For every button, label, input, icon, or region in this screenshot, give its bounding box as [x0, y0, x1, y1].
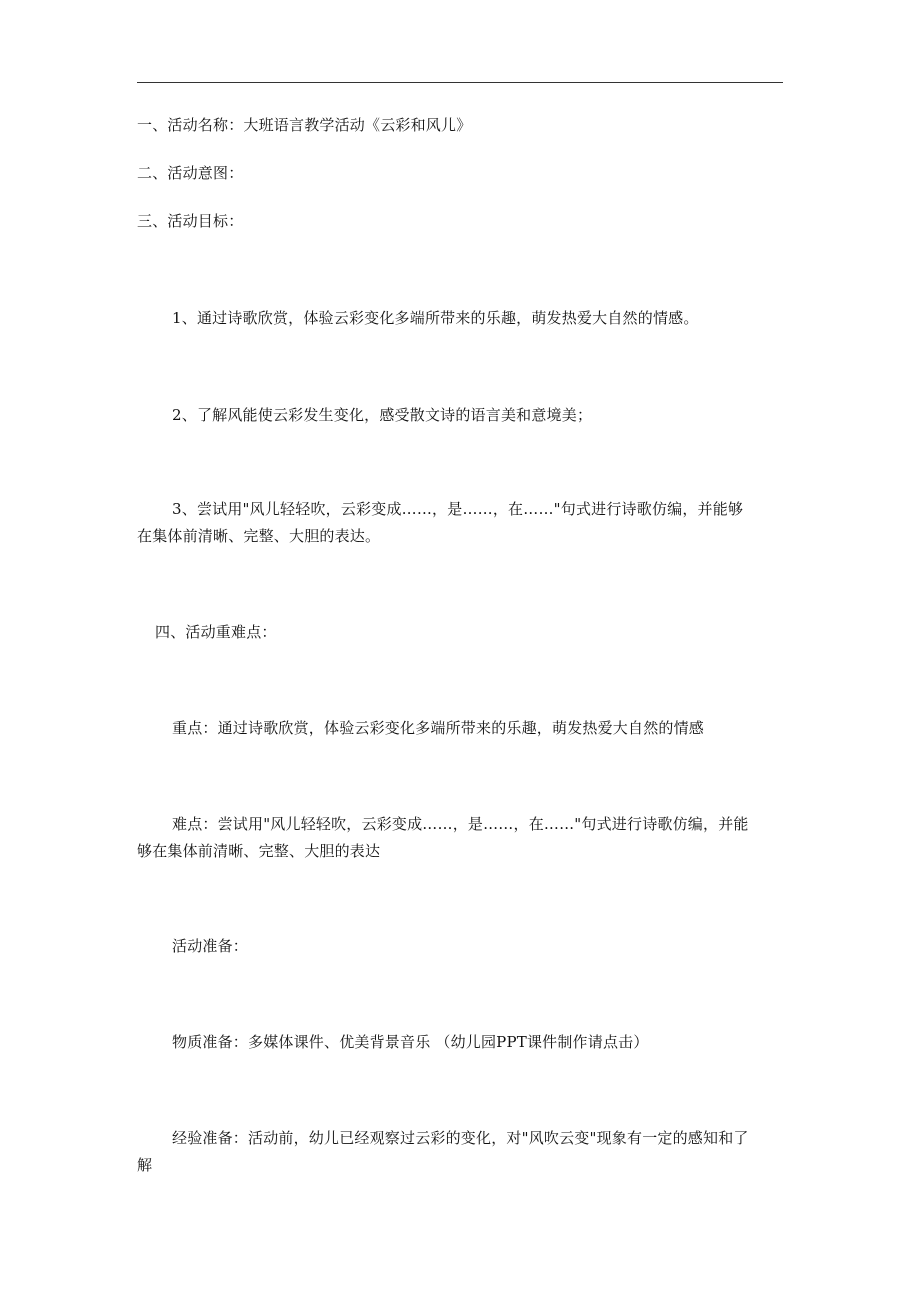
goal-2: 2、了解风能使云彩发生变化，感受散文诗的语言美和意境美；	[172, 406, 593, 424]
key-difficulty-heading: 四、活动重难点：	[155, 623, 277, 641]
activity-name-line: 一、活动名称：大班语言教学活动《云彩和风儿》	[137, 116, 472, 134]
header-rule	[137, 82, 783, 83]
experience-preparation-line-1: 经验准备：活动前，幼儿已经观察过云彩的变化，对"风吹云变"现象有一定的感知和了	[172, 1129, 749, 1147]
key-point: 重点：通过诗歌欣赏，体验云彩变化多端所带来的乐趣，萌发热爱大自然的情感	[172, 719, 705, 737]
preparation-heading: 活动准备：	[172, 937, 249, 955]
difficulty-line-1: 难点：尝试用"风儿轻轻吹，云彩变成……，是……，在……"句式进行诗歌仿编，并能	[172, 815, 749, 833]
goal-3-line-1: 3、尝试用"风儿轻轻吹，云彩变成……，是……，在……"句式进行诗歌仿编，并能够	[172, 500, 744, 518]
material-preparation: 物质准备：多媒体课件、优美背景音乐 （幼儿园PPT课件制作请点击）	[172, 1033, 649, 1051]
goal-3-line-2: 在集体前清晰、完整、大胆的表达。	[137, 527, 381, 545]
goal-1: 1、通过诗歌欣赏，体验云彩变化多端所带来的乐趣，萌发热爱大自然的情感。	[172, 309, 699, 327]
experience-preparation-line-2: 解	[137, 1156, 153, 1174]
difficulty-line-2: 够在集体前清晰、完整、大胆的表达	[137, 842, 381, 860]
activity-goals-heading: 三、活动目标：	[137, 212, 244, 230]
activity-intent-line: 二、活动意图：	[137, 164, 244, 182]
